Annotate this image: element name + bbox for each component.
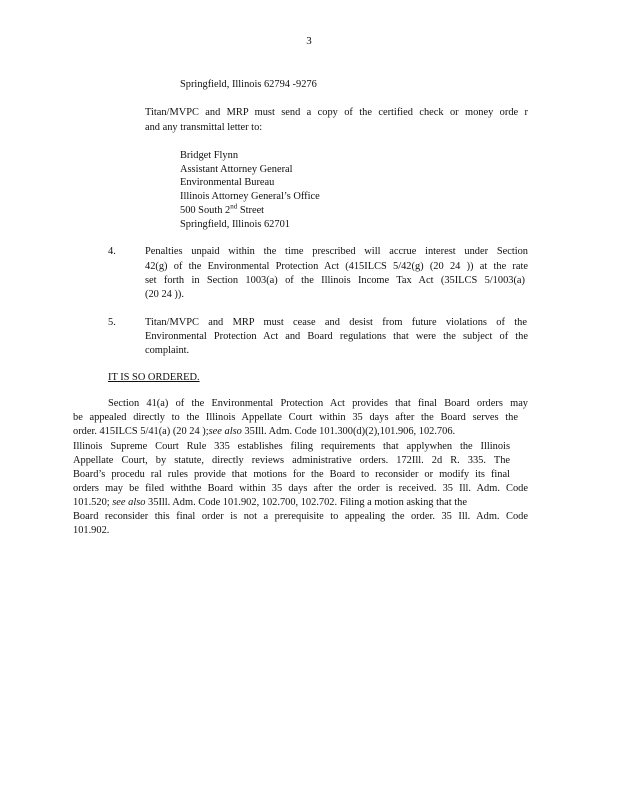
item4-line3: set forth in Section 1003(a) of the Illinois Income Tax Act (35ILCS 5/1003(a) — [145, 275, 525, 286]
recipient-office: Illinois Attorney General’s Office — [180, 191, 320, 202]
item4-line4: (20 24 )). — [145, 289, 184, 300]
see-also-signal: see also — [112, 497, 146, 508]
item4-line1: Penalties unpaid within the time prescribed will accrue interest under Section — [145, 246, 528, 257]
copy-instruction-line2: and any transmittal letter to: — [145, 122, 263, 133]
recipient-title: Assistant Attorney General — [180, 164, 293, 175]
recipient-bureau: Environmental Bureau — [180, 177, 275, 188]
appeal-line: Section 41(a) of the Environmental Protection Act provides that final Board orders may — [108, 398, 528, 409]
citation-text: order. 415ILCS 5/41(a) (20 24 ); — [73, 426, 209, 437]
item-number: 4. — [108, 246, 116, 257]
street-ordinal: nd — [230, 202, 238, 211]
appeal-line: Board reconsider this final order is not a prerequisite to appealing the order. 35 Ill. Adm. Code — [73, 511, 528, 522]
citation-text: 35Ill. Adm. Code 101.300(d)(2),101.906, 102.706. — [241, 426, 456, 437]
appeal-line: orders may be filed withthe Board within 35 days after the order is received. 35 Ill. Adm. Code — [73, 483, 528, 494]
address-top: Springfield, Illinois 62794 -9276 — [180, 79, 317, 90]
copy-instruction-line1: Titan/MVPC and MRP must send a copy of the certified check or money orde r — [145, 107, 528, 118]
recipient-city: Springfield, Illinois 62701 — [180, 219, 290, 230]
item5-line3: complaint. — [145, 345, 190, 356]
appeal-line: Appellate Court, by statute, directly reviews administrative orders. 172Ill. 2d R. 335. The — [73, 455, 510, 466]
recipient-name: Bridget Flynn — [180, 150, 239, 161]
citation-text: 101.520; — [73, 497, 113, 508]
item-number: 5. — [108, 317, 116, 328]
see-also-signal: see also — [208, 426, 242, 437]
page-number: 3 — [306, 35, 312, 47]
item5-line1: Titan/MVPC and MRP must cease and desist from future violations of the — [145, 317, 527, 328]
appeal-line: Illinois Supreme Court Rule 335 establishes filing requirements that applywhen the Illinois — [73, 441, 510, 452]
street-number: 500 South 2 — [180, 205, 231, 216]
appeal-line — [73, 426, 455, 438]
street-name: Street — [237, 205, 265, 216]
item5-line2: Environmental Protection Act and Board regulations that were the subject of the — [145, 331, 528, 342]
so-ordered-heading: IT IS SO ORDERED. — [108, 372, 200, 383]
appeal-line: Board’s procedu ral rules provide that motions for the Board to reconsider or modify its final — [73, 469, 510, 480]
citation-text: 35Ill. Adm. Code 101.902, 102.700, 102.702. Filing a motion asking that the — [145, 497, 467, 508]
recipient-street — [180, 202, 265, 217]
appeal-line: be appealed directly to the Illinois Appellate Court within 35 days after the Board serves the — [73, 412, 518, 423]
appeal-line: 101.902. — [73, 525, 110, 536]
item4-line2: 42(g) of the Environmental Protection Act (415ILCS 5/42(g) (20 24 )) at the rate — [145, 261, 528, 272]
appeal-line — [73, 497, 467, 509]
